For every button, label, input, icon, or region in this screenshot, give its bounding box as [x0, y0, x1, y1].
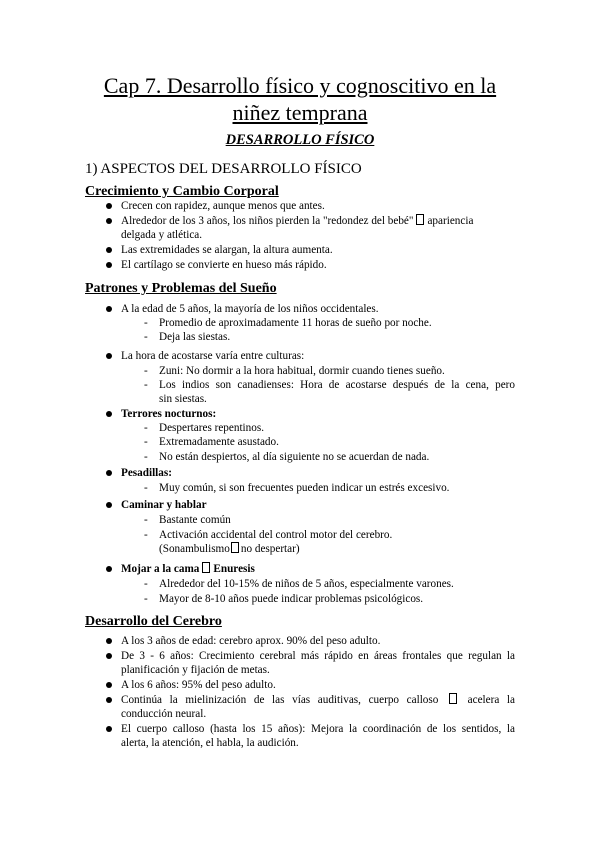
sub-item: Extremadamente asustado. — [159, 436, 279, 448]
sub-item: Bastante común — [159, 514, 231, 526]
list-item-bold: Terrores nocturnos: — [121, 408, 217, 420]
dash-icon: - — [144, 482, 148, 494]
bullet-icon — [106, 306, 112, 312]
arrow-glyph-icon — [416, 214, 424, 225]
bullet-icon — [106, 203, 112, 209]
bullet-icon — [106, 726, 112, 732]
dash-icon: - — [144, 317, 148, 329]
list-item-continuation: planificación y fijación de metas. — [121, 664, 270, 676]
list-item-text: acelera la — [467, 694, 516, 706]
sub-item: Activación accidental del control motor del cerebro. — [159, 529, 393, 541]
dash-icon: - — [144, 436, 148, 448]
list-item: A la edad de 5 años, la mayoría de los niños occidentales. — [121, 303, 379, 315]
bullet-icon — [106, 218, 112, 224]
sub-item-text: no despertar) — [240, 543, 300, 555]
bullet-icon — [106, 502, 112, 508]
dash-icon: - — [144, 514, 148, 526]
heading-crecimiento: Crecimiento y Cambio Corporal — [85, 184, 279, 199]
arrow-glyph-icon — [202, 562, 210, 573]
bullet-icon — [106, 470, 112, 476]
sub-item: Alrededor del 10-15% de niños de 5 años, especialmente varones. — [159, 578, 454, 590]
list-item-bold: Caminar y hablar — [121, 499, 207, 511]
title-line-2: niñez temprana — [232, 100, 368, 125]
dash-icon: - — [144, 529, 148, 541]
list-item-text: apariencia — [427, 215, 474, 227]
bullet-icon — [106, 682, 112, 688]
bullet-icon — [106, 247, 112, 253]
section-heading-1: 1) ASPECTOS DEL DESARROLLO FÍSICO — [85, 161, 362, 177]
list-item: De 3 - 6 años: Crecimiento cerebral más rápido en áreas frontales que regulan la — [121, 650, 515, 662]
arrow-glyph-icon — [231, 542, 239, 553]
dash-icon: - — [144, 422, 148, 434]
bullet-icon — [106, 566, 112, 572]
sub-item: Los indios son canadienses: Hora de acostarse después de la cena, pero — [159, 379, 515, 391]
sub-item: Promedio de aproximadamente 11 horas de sueño por noche. — [159, 317, 432, 329]
list-item — [121, 693, 515, 707]
bullet-icon — [106, 262, 112, 268]
sub-item: Zuni: No dormir a la hora habitual, dormir cuando tienes sueño. — [159, 365, 445, 377]
heading-sueno: Patrones y Problemas del Sueño — [85, 281, 277, 296]
sub-item: Deja las siestas. — [159, 331, 231, 343]
dash-icon: - — [144, 331, 148, 343]
sub-item: No están despiertos, al día siguiente no se acuerdan de nada. — [159, 451, 430, 463]
dash-icon: - — [144, 379, 148, 391]
dash-icon: - — [144, 593, 148, 605]
list-item-bold — [121, 562, 255, 576]
list-item: La hora de acostarse varía entre culturas: — [121, 350, 305, 362]
dash-icon: - — [144, 451, 148, 463]
title-line-1: Cap 7. Desarrollo físico y cognoscitivo en la — [103, 73, 497, 98]
list-item: El cartílago se convierte en hueso más rápido. — [121, 259, 327, 271]
list-item: Crecen con rapidez, aunque menos que antes. — [121, 200, 325, 212]
arrow-glyph-icon — [449, 693, 457, 704]
list-item-continuation: conducción neural. — [121, 708, 207, 720]
dash-icon: - — [144, 365, 148, 377]
list-item-text: Mojar a la cama — [121, 563, 200, 575]
list-item: Las extremidades se alargan, la altura aumenta. — [121, 244, 333, 256]
bullet-icon — [106, 697, 112, 703]
dash-icon: - — [144, 578, 148, 590]
sub-item-continuation: sin siestas. — [159, 393, 207, 405]
list-item: A los 6 años: 95% del peso adulto. — [121, 679, 276, 691]
sub-item: Mayor de 8-10 años puede indicar problemas psicológicos. — [159, 593, 424, 605]
list-item-text: Continúa la mielinización de las vías auditivas, cuerpo calloso — [121, 694, 439, 706]
page-title-line-2 — [60, 99, 540, 126]
bullet-icon — [106, 638, 112, 644]
section-subtitle: DESARROLLO FÍSICO — [225, 132, 375, 148]
bullet-icon — [106, 353, 112, 359]
list-item-text: Enuresis — [213, 563, 255, 575]
list-item: A los 3 años de edad: cerebro aprox. 90% del peso adulto. — [121, 635, 381, 647]
list-item-bold: Pesadillas: — [121, 467, 172, 479]
page-title — [60, 72, 540, 99]
heading-cerebro: Desarrollo del Cerebro — [85, 614, 222, 629]
list-item-text: Alrededor de los 3 años, los niños pierden la "redondez del bebé" — [121, 215, 414, 227]
sub-item-text: (Sonambulismo — [159, 543, 230, 555]
list-item-continuation: alerta, la atención, el habla, la audición. — [121, 737, 299, 749]
list-item-continuation: delgada y atlética. — [121, 229, 203, 241]
sub-item-continuation — [159, 542, 300, 556]
list-item — [121, 214, 473, 228]
sub-item: Despertares repentinos. — [159, 422, 264, 434]
list-item: El cuerpo calloso (hasta los 15 años): Mejora la coordinación de los sentidos, la — [121, 723, 515, 735]
bullet-icon — [106, 653, 112, 659]
bullet-icon — [106, 411, 112, 417]
sub-item: Muy común, si son frecuentes pueden indicar un estrés excesivo. — [159, 482, 450, 494]
